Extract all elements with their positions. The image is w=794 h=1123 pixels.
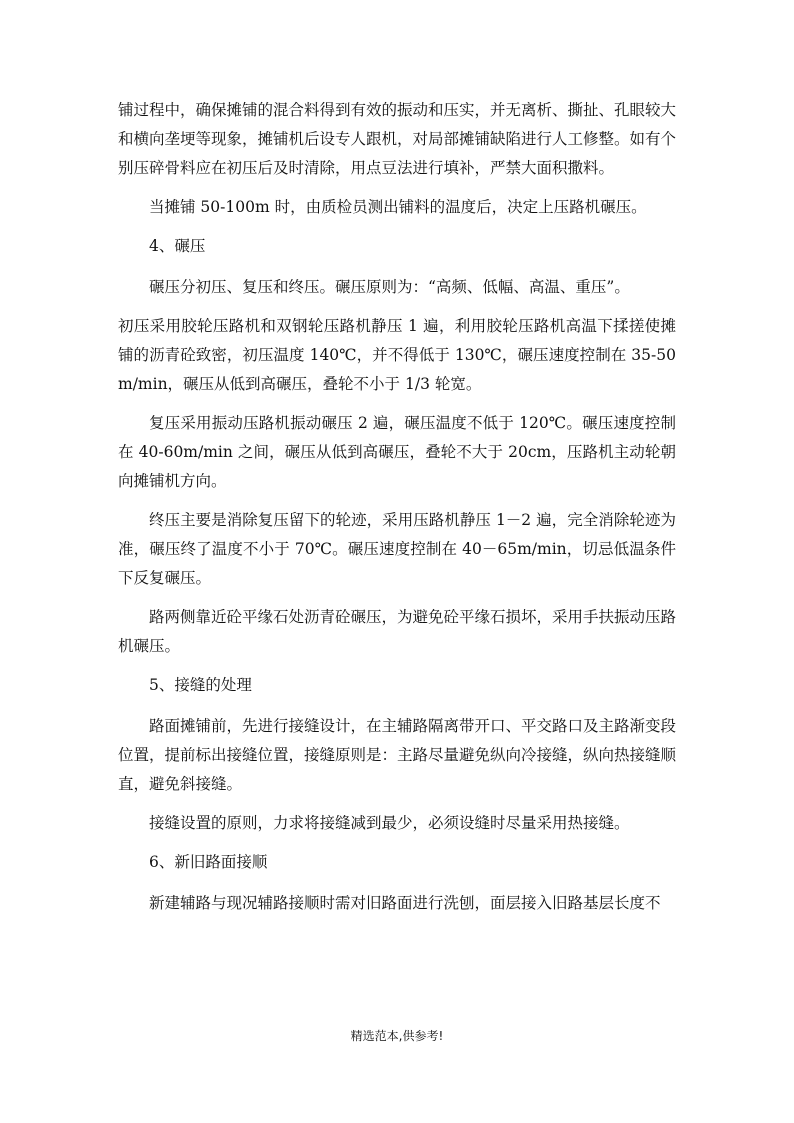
document-body xyxy=(118,96,676,928)
section-heading-road-transition: 6、新旧路面接顺 xyxy=(149,853,268,871)
body-paragraph-9: 接缝设置的原则，力求将接缝减到最少，必须设缝时尽量采用热接缝。 xyxy=(149,814,630,832)
body-paragraph-6: 终压主要是消除复压留下的轮迹，采用压路机静压 1－2 遍，完全消除轮迹为准，碾压终了温度不小于 70℃。碾压速度控制在 40－65m/min，切忌低温条件下反复碾压。 xyxy=(118,511,676,587)
body-paragraph-8: 路面摊铺前，先进行接缝设计，在主辅路隔离带开口、平交路口及主路渐变段位置，提前标出接缝位置，接缝原则是：主路尽量避免纵向冷接缝，纵向热接缝顺直，避免斜接缝。 xyxy=(118,717,677,793)
body-paragraph-10: 新建辅路与现况辅路接顺时需对旧路面进行洗刨，面层接入旧路基层长度不 xyxy=(149,894,661,912)
body-paragraph-5: 复压采用振动压路机振动碾压 2 遍，碾压温度不低于 120℃。碾压速度控制在 40-60m/min 之间，碾压从低到高碾压，叠轮不大于 20cm，压路机主动轮朝向摊铺机方向。 xyxy=(118,414,676,490)
section-heading-joints: 5、接缝的处理 xyxy=(149,676,252,694)
body-paragraph-1: 铺过程中，确保摊铺的混合料得到有效的振动和压实，并无离析、撕扯、孔眼较大和横向垄埂等现象，摊铺机后设专人跟机，对局部摊铺缺陷进行人工修整。如有个别压碎骨料应在初压后及时清除，用点豆法进行填补，严禁大面积撒料。 xyxy=(118,101,677,177)
body-paragraph-2: 当摊铺 50-100m 时，由质检员测出铺料的温度后，决定上压路机碾压。 xyxy=(149,198,647,216)
body-paragraph-3: 碾压分初压、复压和终压。碾压原则为：“高频、低幅、高温、重压”。 xyxy=(149,278,630,296)
body-paragraph-7: 路两侧靠近砼平缘石处沥青砼碾压，为避免砼平缘石损坏，采用手扶振动压路机碾压。 xyxy=(118,608,677,655)
page-footer: 精选范本,供参考! xyxy=(350,1029,444,1043)
body-paragraph-4: 初压采用胶轮压路机和双钢轮压路机静压 1 遍，利用胶轮压路机高温下揉搓使摊铺的沥青砼致密，初压温度 140℃，并不得低于 130℃，碾压速度控制在 35-50m/min，碾压从低到高碾压，叠轮不小于 1/3 轮宽。 xyxy=(118,317,676,393)
section-heading-rolling: 4、碾压 xyxy=(149,237,206,255)
